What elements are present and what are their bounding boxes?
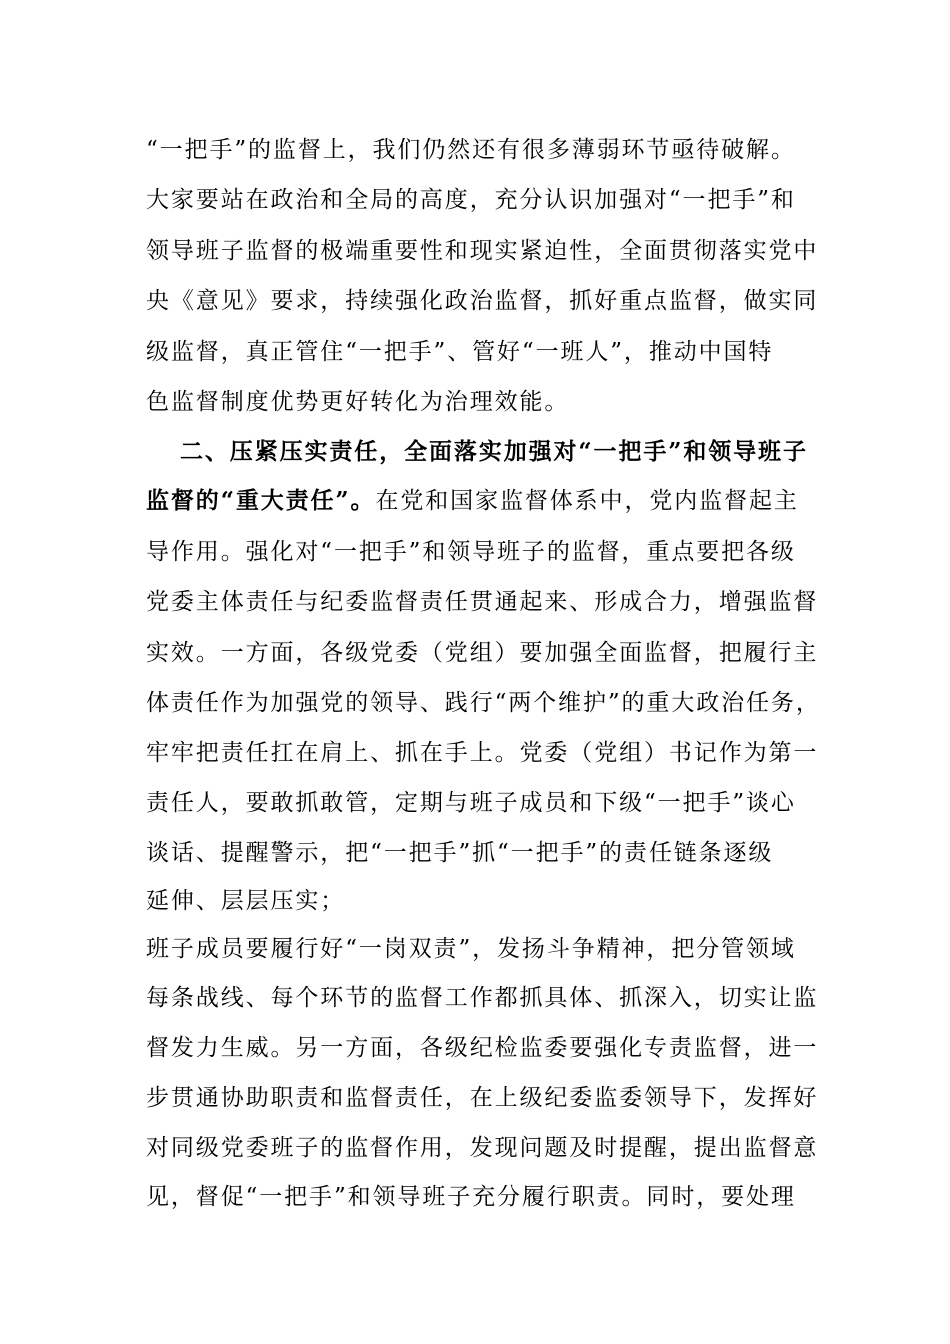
paragraph-2-line-10: 延伸、层层压实； bbox=[146, 888, 346, 914]
paragraph-2-line-5: 实效。一方面，各级党委（党组）要加强全面监督，把履行主 bbox=[146, 640, 819, 666]
paragraph-2-line-2 bbox=[146, 481, 806, 521]
paragraph-1-line-4: 央《意见》要求，持续强化政治监督，抓好重点监督，做实同 bbox=[146, 288, 819, 314]
paragraph-2-line-4: 党委主体责任与纪委监督责任贯通起来、形成合力，增强监督 bbox=[146, 589, 819, 615]
paragraph-2-line-8: 责任人，要敢抓敢管，定期与班子成员和下级“一把手”谈心 bbox=[146, 790, 796, 816]
paragraph-1-line-1: “一把手”的监督上，我们仍然还有很多薄弱环节亟待破解。 bbox=[146, 137, 796, 163]
paragraph-1-line-2: 大家要站在政治和全局的高度，充分认识加强对“一把手”和 bbox=[146, 187, 796, 213]
paragraph-3-line-2: 每条战线、每个环节的监督工作都抓具体、抓深入，切实让监 bbox=[146, 985, 819, 1011]
paragraph-2-line-3: 导作用。强化对“一把手”和领导班子的监督，重点要把各级 bbox=[146, 539, 796, 565]
section-heading-line-2: 监督的“重大责任”。 bbox=[146, 487, 376, 514]
paragraph-3-line-4: 步贯通协助职责和监督责任，在上级纪委监委领导下，发挥好 bbox=[146, 1085, 819, 1111]
paragraph-3-line-1: 班子成员要履行好“一岗双责”，发扬斗争精神，把分管领域 bbox=[146, 936, 796, 962]
paragraph-2-line-7: 牢牢把责任扛在肩上、抓在手上。党委（党组）书记作为第一 bbox=[146, 740, 819, 766]
paragraph-1-line-3: 领导班子监督的极端重要性和现实紧迫性，全面贯彻落实党中 bbox=[146, 238, 819, 264]
paragraph-3-line-5: 对同级党委班子的监督作用，发现问题及时提醒，提出监督意 bbox=[146, 1135, 819, 1161]
paragraph-3-line-3: 督发力生威。另一方面，各级纪检监委要强化专责监督，进一 bbox=[146, 1035, 819, 1061]
paragraph-1-line-5: 级监督，真正管住“一把手”、管好“一班人”，推动中国特 bbox=[146, 339, 774, 365]
paragraph-1-line-6: 色监督制度优势更好转化为治理效能。 bbox=[146, 389, 570, 415]
paragraph-2-line-2-rest: 在党和国家监督体系中，党内监督起主 bbox=[375, 488, 799, 514]
paragraph-2-line-9: 谈话、提醒警示，把“一把手”抓“一把手”的责任链条逐级 bbox=[146, 840, 774, 866]
paragraph-3-line-6: 见，督促“一把手”和领导班子充分履行职责。同时，要处理 bbox=[146, 1184, 796, 1210]
paragraph-2-line-6: 体责任作为加强党的领导、践行“两个维护”的重大政治任务， bbox=[146, 690, 821, 716]
section-heading-line-1: 二、压紧压实责任，全面落实加强对“一把手”和领导班子 bbox=[180, 438, 808, 465]
